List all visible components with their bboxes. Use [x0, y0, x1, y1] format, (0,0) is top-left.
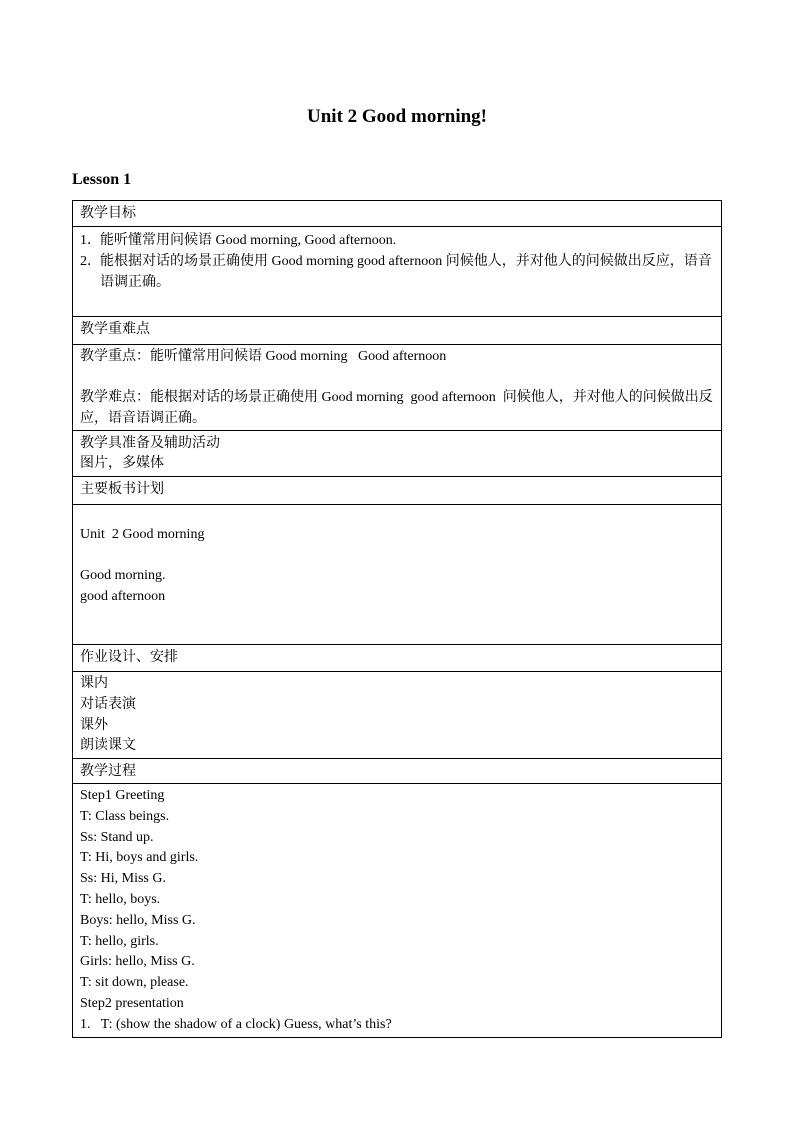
spacer	[80, 368, 714, 388]
board-header-row	[73, 476, 722, 504]
homework-line: 朗读课文	[80, 738, 136, 754]
process-line: 1. T: (show the shadow of a clock) Guess, what’s this?	[80, 1016, 392, 1032]
objectives-content-row	[73, 227, 722, 317]
lesson-heading: Lesson 1	[72, 171, 132, 188]
process-line: Ss: Hi, Miss G.	[80, 871, 166, 887]
process-line: T: Hi, boys and girls.	[80, 850, 199, 866]
process-content	[73, 783, 722, 1037]
homework-header-row	[73, 644, 722, 671]
key-focus-text: 教学重点：能听懂常用问候语 Good morning Good afternoon	[80, 349, 447, 364]
homework-content-row	[73, 671, 722, 758]
objectives-header: 教学目标	[73, 201, 722, 227]
board-content-row	[73, 504, 722, 644]
key-points-header: 教学重难点	[73, 317, 722, 345]
process-header: 教学过程	[73, 759, 722, 784]
materials-header: 教学具准备及辅助活动	[80, 435, 220, 452]
objective-number: 1．	[80, 233, 101, 248]
homework-content	[73, 671, 722, 758]
board-header: 主要板书计划	[73, 476, 722, 504]
process-line: T: hello, boys.	[80, 891, 161, 907]
document-title: Unit 2 Good morning!	[307, 106, 487, 127]
process-line: Step1 Greeting	[80, 787, 165, 803]
objective-item	[80, 252, 714, 294]
key-points-content-row	[73, 345, 722, 431]
process-content-row	[73, 783, 722, 1037]
objectives-header-row	[73, 201, 722, 227]
homework-line: 对话表演	[80, 696, 136, 712]
objective-number: 2．	[80, 253, 101, 269]
key-difficulty-text: 教学难点：能根据对话的场景正确使用 Good morning good afternoon 问候他人，并对他人的问候做出反应，语音语调正确。	[80, 389, 713, 426]
process-line: Ss: Stand up.	[80, 829, 154, 845]
materials-row	[73, 431, 722, 477]
materials-content: 图片，多媒体	[80, 456, 164, 472]
board-content	[73, 504, 722, 644]
objective-item	[80, 231, 714, 252]
board-line: good afternoon	[80, 588, 166, 604]
board-line: Good morning.	[80, 567, 166, 583]
board-line: Unit 2 Good morning	[80, 526, 205, 542]
materials-cell	[73, 431, 722, 477]
lesson-plan-table	[72, 200, 722, 1038]
key-points-content	[73, 345, 722, 431]
homework-line: 课内	[80, 675, 108, 691]
process-line: T: sit down, please.	[80, 975, 189, 991]
key-points-header-row	[73, 317, 722, 345]
objective-text: 能听懂常用问候语 Good morning, Good afternoon.	[100, 233, 397, 248]
process-line: T: Class beings.	[80, 808, 170, 824]
process-line: T: hello, girls.	[80, 933, 159, 949]
objectives-content	[73, 227, 722, 317]
homework-header: 作业设计、安排	[73, 644, 722, 671]
spacer	[80, 546, 714, 566]
process-line: Girls: hello, Miss G.	[80, 954, 195, 970]
homework-line: 课外	[80, 717, 108, 733]
process-header-row	[73, 759, 722, 784]
process-line: Boys: hello, Miss G.	[80, 912, 196, 928]
process-line: Step2 presentation	[80, 995, 184, 1011]
objective-text: 能根据对话的场景正确使用 Good morning good afternoon 问候他人，并对他人的问候做出反应，语音语调正确。	[100, 253, 712, 290]
